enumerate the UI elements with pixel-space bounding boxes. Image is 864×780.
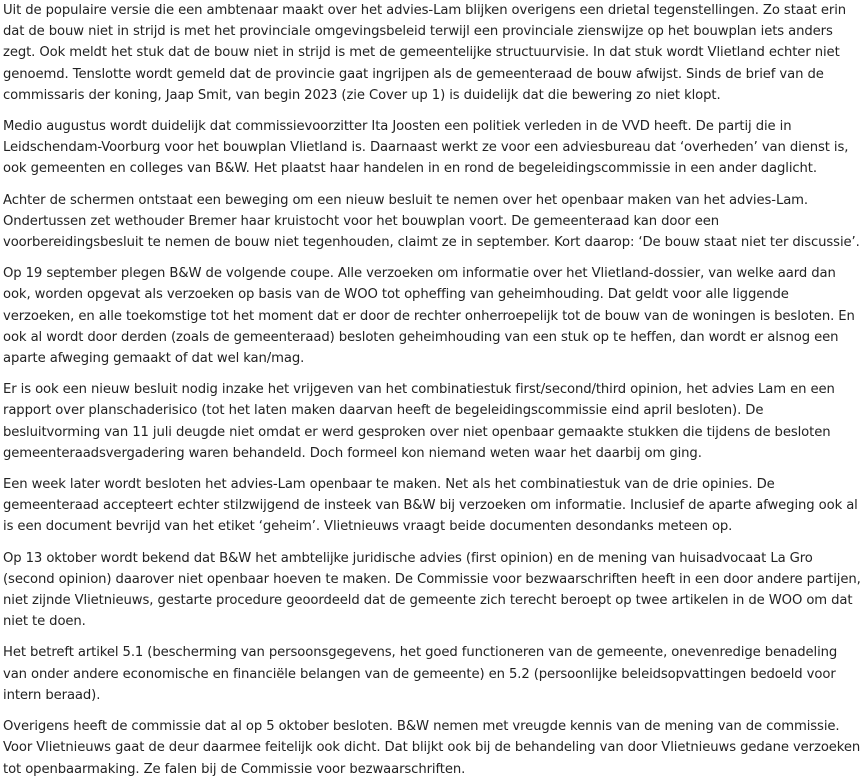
paragraph-nieuw-besluit: Er is ook een nieuw besluit nodig inzake het vrijgeven van het combinatiestuk first/second/third opinion, het advies Lam en een rapport over planschaderisico (tot het laten maken daarvan heeft de begeleidingscommissie eind april besloten). De besluitvorming van 11 juli deugde niet omdat er werd gesproken over niet openbaar gemaakte stukken die tijdens de besloten gemeenteraadsvergadering waren behandeld. Doch formeel kon niemand weten waar het daarbij om ging. [3, 382, 835, 461]
paragraph-artikelen: Het betreft artikel 5.1 (bescherming van persoonsgegevens, het goed functioneren van de gemeente, onevenredige benadeling van onder andere economische en financiële belangen van de gemeente) en 5.2 (persoonlijke beleidsopvattingen bedoeld voor intern beraad). [3, 645, 838, 703]
paragraph-19-september: Op 19 september plegen B&W de volgende coupe. Alle verzoeken om informatie over het Vlietland-dossier, van welke aard dan ook, worden opgevat als verzoeken op basis van de WOO tot opheffing van geheimhouding. Dat geldt voor alle liggende verzoeken, en alle toekomstige tot het moment dat er door de rechter onherroepelijk tot de bouw van de woningen is besloten. En ook al wordt door derden (zoals de gemeenteraad) besloten geheimhouding van een stuk op te heffen, dan wordt er alsnog een aparte afweging gemaakt of dat wel kan/mag. [3, 266, 855, 367]
paragraph-commissievoorzitter: Medio augustus wordt duidelijk dat commissievoorzitter Ita Joosten een politiek verleden in de VVD heeft. De partij die in Leidschendam-Voorburg voor het bouwplan Vlietland is. Daarnaast werkt ze voor een adviesbureau dat ‘overheden’ van dienst is, ook gemeenten en colleges van B&W. Het plaatst haar handelen in en rond de begeleidingscommissie in een ander daglicht. [3, 119, 849, 177]
paragraph-13-oktober: Op 13 oktober wordt bekend dat B&W het ambtelijke juridische advies (first opinion) en de mening van huisadvocaat La Gro (second opinion) daarover niet openbaar hoeven te maken. De Commissie voor bezwaarschriften heeft in een door andere partijen, niet zijnde Vlietnieuws, gestarte procedure geoordeeld dat de gemeente zich terecht beroept op twee artikelen in de WOO om dat niet te doen. [3, 550, 861, 630]
paragraph-advies-lam-tegenstellingen: Uit de populaire versie die een ambtenaar maakt over het advies-Lam blijken overigens een drietal tegenstellingen. Zo staat erin dat de bouw niet in strijd is met het provinciale omgevingsbeleid terwijl een provinciale zienswijze op het bouwplan iets anders zegt. Ook meldt het stuk dat de bouw niet in strijd is met de gemeentelijke structuurvisie. In dat stuk wordt Vlietland echter niet genoemd. Tenslotte wordt gemeld dat de provincie gaat ingrijpen als de gemeenteraad de bouw afwijst. Sinds de brief van de commissaris der koning, Jaap Smit, van begin 2023 (zie Cover up 1) is duidelijk dat die bewering zo niet klopt. [3, 3, 847, 103]
paragraph-week-later: Een week later wordt besloten het advies-Lam openbaar te maken. Net als het combinatiestuk van de drie opinies. De gemeenteraad accepteert echter stilzwijgend de insteek van B&W bij verzoeken om informatie. Inclusief de aparte afweging ook al is een document bevrijd van het etiket ‘geheim’. Vlietnieuws vraagt beide documenten desondanks meteen op. [3, 477, 858, 535]
paragraph-5-oktober: Overigens heeft de commissie dat al op 5 oktober besloten. B&W nemen met vreugde kennis van de mening van de commissie. Voor Vlietnieuws gaat de deur daarmee feitelijk ook dicht. Dat blijkt ook bij de behandeling van door Vlietnieuws gedane verzoeken tot openbaarmaking. Ze falen bij de Commissie voor bezwaarschriften. [3, 719, 861, 777]
paragraph-achter-de-schermen: Achter de schermen ontstaat een beweging om een nieuw besluit te nemen over het openbaar maken van het advies-Lam. Ondertussen zet wethouder Bremer haar kruistocht voor het bouwplan voort. De gemeenteraad kan door een voorbereidingsbesluit te nemen de bouw niet tegenhouden, claimt ze in september. Kort daarop: ‘De bouw staat niet ter discussie’. [3, 192, 860, 251]
